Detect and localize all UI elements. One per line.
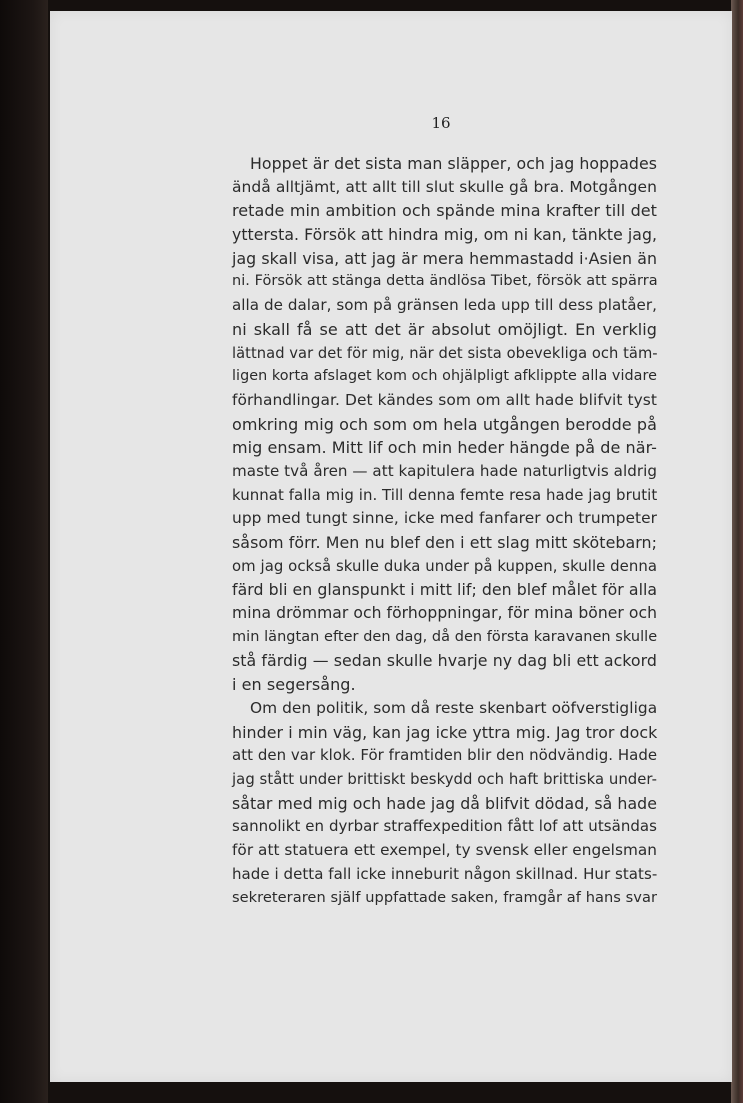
text-line: stå färdig — sedan skulle hvarje ny dag bli ett ackord bbox=[232, 651, 657, 671]
text-line: för att statuera ett exempel, ty svensk eller engelsman bbox=[232, 840, 658, 859]
text-line: förhandlingar. Det kändes som om allt hade blifvit tyst bbox=[232, 390, 657, 409]
text-line: upp med tungt sinne, icke med fanfarer och trumpeter bbox=[232, 509, 658, 528]
body-text bbox=[232, 152, 657, 910]
text-line: ni. Försök att stänga detta ändlösa Tibet, försök att spärra bbox=[232, 273, 658, 290]
text-line: alla de dalar, som på gränsen leda upp till dess platåer, bbox=[232, 296, 657, 315]
book-page bbox=[50, 11, 732, 1082]
text-line: lättnad var det för mig, när det sista obevekliga och täm- bbox=[232, 344, 658, 362]
text-line: hinder i min väg, kan jag icke yttra mig. Jag tror dock bbox=[232, 722, 658, 742]
text-line: ni skall få se att det är absolut omöjligt. En verklig bbox=[232, 319, 657, 339]
text-line: jag stått under brittiskt beskydd och haft brittiska under- bbox=[232, 769, 658, 788]
text-line: Hoppet är det sista man släpper, och jag hoppades bbox=[250, 154, 657, 173]
text-line: mig ensam. Mitt lif och min heder hängde på de när- bbox=[232, 438, 657, 458]
text-line: sannolikt en dyrbar straffexpedition fått lof att utsändas bbox=[232, 817, 657, 836]
page-number: 16 bbox=[431, 114, 451, 132]
text-line: Om den politik, som då reste skenbart oöfverstigliga bbox=[250, 698, 658, 717]
text-line: färd bli en glanspunkt i mitt lif; den blef målet för alla bbox=[232, 580, 658, 600]
text-line: sekreteraren själf uppfattade saken, framgår af hans svar bbox=[232, 889, 657, 907]
text-line: maste två åren — att kapitulera hade naturligtvis aldrig bbox=[232, 461, 657, 480]
text-line: mina drömmar och förhoppningar, för mina böner och bbox=[232, 604, 658, 623]
book-cover-edge bbox=[731, 0, 743, 1103]
text-line: att den var klok. För framtiden blir den nödvändig. Hade bbox=[232, 746, 658, 765]
text-line: jag skall visa, att jag är mera hemmastadd i·Asien än bbox=[232, 248, 657, 268]
text-line: retade min ambition och spände mina krafter till det bbox=[232, 201, 657, 221]
text-line: såtar med mig och hade jag då blifvit dödad, så hade bbox=[232, 793, 657, 813]
text-line: min längtan efter den dag, då den första karavanen skulle bbox=[232, 628, 658, 645]
book-binding-edge bbox=[0, 0, 48, 1103]
text-line: omkring mig och som om hela utgången berodde på bbox=[232, 414, 657, 434]
text-line: kunnat falla mig in. Till denna femte resa hade jag brutit bbox=[232, 485, 658, 504]
text-line: yttersta. Försök att hindra mig, om ni kan, tänkte jag, bbox=[232, 225, 657, 245]
text-line: om jag också skulle duka under på kuppen, skulle denna bbox=[232, 556, 657, 575]
text-line: ligen korta afslaget kom och ohjälpligt afklippte alla vidare bbox=[232, 368, 657, 385]
text-line: ändå alltjämt, att allt till slut skulle gå bra. Motgången bbox=[232, 177, 657, 196]
text-line: hade i detta fall icke inneburit någon skillnad. Hur stats- bbox=[232, 864, 658, 883]
text-line: i en segersång. bbox=[232, 675, 356, 695]
text-line: såsom förr. Men nu blef den i ett slag mitt skötebarn; bbox=[232, 533, 657, 552]
